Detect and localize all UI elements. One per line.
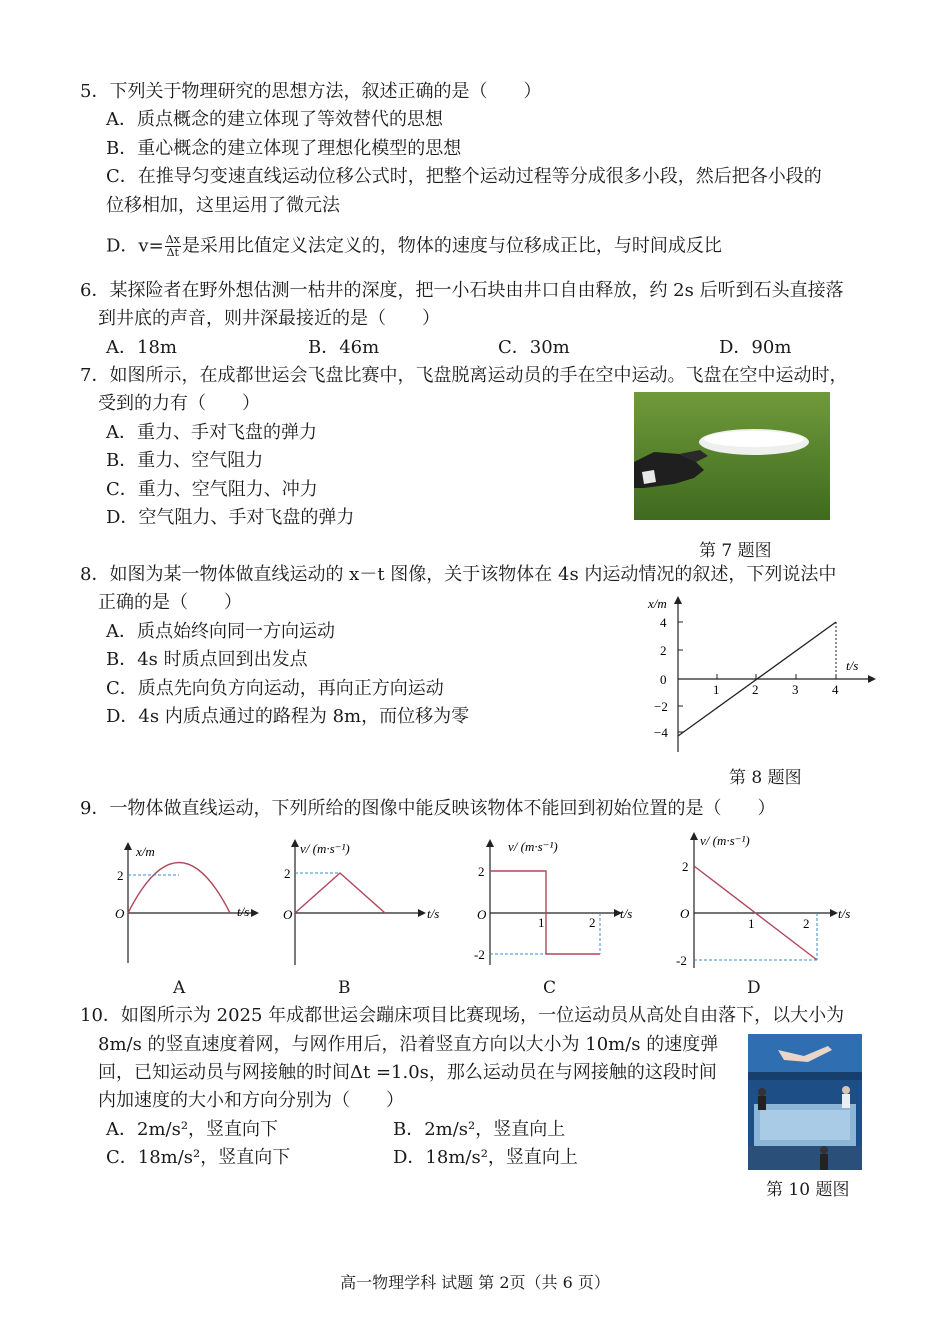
- q10-option-d: D．18m/s²，竖直向上: [393, 1147, 578, 1168]
- x-axis-arrow: [251, 909, 259, 917]
- x-tick-label-4: 4: [832, 682, 839, 697]
- q10-options-row1: [0, 1118, 740, 1142]
- page-footer: 高一物理学科 试题 第 2页（共 6 页）: [340, 1273, 610, 1292]
- q9-stem: 9．一物体做直线运动，下列所给的图像中能反映该物体不能回到初始位置的是（ ）: [80, 798, 776, 819]
- q5-d-prefix: D．v=: [106, 235, 164, 257]
- q6-stem-line1: 6．某探险者在野外想估测一枯井的深度，把一小石块由井口自由释放，约 2s 后听到石头直接落: [80, 280, 844, 301]
- q9-label-c: C: [543, 978, 557, 998]
- origin-label: O: [477, 907, 487, 922]
- y-tick-label-0: 0: [660, 672, 667, 687]
- ylabel: v/ (m·s⁻¹): [300, 841, 350, 856]
- q7-option-d: D．空气阻力、手对飞盘的弹力: [106, 507, 355, 528]
- frisbee-photo: [634, 392, 830, 520]
- x-axis-arrow: [418, 909, 426, 917]
- origin-label: O: [680, 906, 690, 921]
- q7-stem-line1: 7．如图所示，在成都世运会飞盘比赛中，飞盘脱离运动员的手在空中运动。飞盘在空中运动时，: [80, 365, 848, 386]
- q8-option-c: C．质点先向负方向运动，再向正方向运动: [106, 678, 444, 699]
- q9-label-b: B: [338, 978, 351, 998]
- q7-stem-line2: 受到的力有（ ）: [98, 393, 260, 414]
- q9-graph-c: [470, 835, 645, 973]
- y-tick-label-neg2: −2: [654, 699, 668, 714]
- xlabel: t/s: [237, 904, 250, 919]
- q8-option-a: A．质点始终向同一方向运动: [106, 621, 335, 642]
- x-axis-arrow: [830, 909, 838, 917]
- y-tick-label-4: 4: [660, 615, 667, 630]
- q8-caption: 第 8 题图: [729, 768, 802, 788]
- y-tick-label-2: 2: [660, 643, 667, 658]
- q5-option-d: [106, 234, 722, 259]
- q7-option-a: A．重力、手对飞盘的弹力: [106, 422, 317, 443]
- q10-stem-line1: 10．如图所示为 2025 年成都世运会蹦床项目比赛现场，一位运动员从高处自由落下，以大小为: [80, 1005, 845, 1026]
- q8-xt-graph: [640, 592, 890, 762]
- y-axis-arrow: [486, 839, 494, 847]
- y-tick-label-neg2: -2: [474, 947, 485, 962]
- fraction-denominator: Δt: [166, 246, 179, 259]
- ylabel: x/m: [136, 844, 155, 859]
- xlabel: t/s: [846, 658, 859, 673]
- ylabel: v/ (m·s⁻¹): [700, 833, 750, 848]
- velocity-fraction: [165, 234, 181, 259]
- y-tick-label-neg4: −4: [654, 725, 668, 740]
- origin-label: O: [115, 906, 125, 921]
- q8-stem-line2: 正确的是（ ）: [98, 592, 242, 613]
- x-tick-label-2: 2: [803, 916, 810, 931]
- vt-triangle: [295, 873, 385, 913]
- ylabel: x/m: [648, 596, 667, 611]
- q6-options: [0, 336, 950, 360]
- q10-stem-line4: 内加速度的大小和方向分别为（ ）: [98, 1090, 404, 1111]
- y-tick-label-neg2: -2: [676, 953, 687, 968]
- q5-option-c-line1: C．在推导匀变速直线运动位移公式时，把整个运动过程等分成很多小段，然后把各小段的: [106, 166, 822, 187]
- y-axis-arrow: [291, 839, 299, 847]
- q8-option-d: D．4s 内质点通过的路程为 8m，而位移为零: [106, 706, 470, 727]
- q7-caption: 第 7 题图: [699, 541, 772, 561]
- xlabel: t/s: [620, 906, 633, 921]
- trampoline-photo: [748, 1034, 862, 1170]
- y-axis-arrow: [690, 832, 698, 840]
- y-tick-label-2: 2: [682, 859, 689, 874]
- q5-stem: 5．下列关于物理研究的思想方法，叙述正确的是（ ）: [80, 81, 542, 102]
- xt-curve: [128, 863, 230, 914]
- y-tick-label-2: 2: [478, 864, 485, 879]
- q5-option-b: B．重心概念的建立体现了理想化模型的思想: [106, 138, 462, 159]
- y-axis-arrow: [674, 596, 682, 604]
- q10-option-c: C．18m/s²，竖直向下: [106, 1147, 291, 1168]
- x-tick-label-3: 3: [792, 682, 799, 697]
- q9-label-a: A: [173, 978, 186, 998]
- q5-option-c-line2: 位移相加，这里运用了微元法: [106, 195, 340, 216]
- q10-option-a: A．2m/s²，竖直向下: [106, 1119, 279, 1140]
- q5-d-rest: 是采用比值定义法定义的，物体的速度与位移成正比，与时间成反比: [181, 235, 722, 257]
- q6-option-c: C．30m: [498, 337, 570, 358]
- q9-label-d: D: [747, 978, 761, 998]
- y-tick-label: 2: [284, 866, 291, 881]
- x-tick-label-2: 2: [589, 915, 596, 930]
- x-axis-arrow: [868, 675, 876, 683]
- q7-option-b: B．重力、空气阻力: [106, 450, 264, 471]
- y-tick-label: 2: [117, 868, 124, 883]
- fraction-numerator: Δx: [165, 233, 180, 246]
- q6-option-a: A．18m: [106, 337, 177, 358]
- q10-options-row2: [0, 1146, 740, 1170]
- q9-graph-a: [110, 838, 270, 973]
- q9-graph-b: [280, 835, 455, 973]
- q10-stem-line3: 回，已知运动员与网接触的时间Δt =1.0s，那么运动员在与网接触的这段时间: [98, 1062, 717, 1083]
- x-tick-label-1: 1: [748, 916, 755, 931]
- q6-option-b: B．46m: [308, 337, 380, 358]
- origin-label: O: [283, 907, 293, 922]
- q5-option-a: A．质点概念的建立体现了等效替代的思想: [106, 109, 443, 130]
- q10-stem-line2: 8m/s 的竖直速度着网，与网作用后，沿着竖直方向以大小为 10m/s 的速度弹: [98, 1034, 719, 1055]
- x-tick-label-1: 1: [713, 682, 720, 697]
- q8-option-b: B．4s 时质点回到出发点: [106, 649, 308, 670]
- q10-option-b: B．2m/s²，竖直向上: [393, 1119, 566, 1140]
- q8-stem-line1: 8．如图为某一物体做直线运动的 x－t 图像，关于该物体在 4s 内运动情况的叙述，下列说法中: [80, 564, 837, 585]
- y-axis-arrow: [124, 842, 132, 850]
- x-tick-label-1: 1: [538, 915, 545, 930]
- q10-caption: 第 10 题图: [766, 1180, 850, 1200]
- xlabel: t/s: [838, 906, 851, 921]
- q6-option-d: D．90m: [719, 337, 792, 358]
- q6-stem-line2: 到井底的声音，则井深最接近的是（ ）: [98, 308, 440, 329]
- q7-option-c: C．重力、空气阻力、冲力: [106, 479, 318, 500]
- ylabel: v/ (m·s⁻¹): [508, 839, 558, 854]
- x-tick-label-2: 2: [752, 682, 759, 697]
- q9-graph-d: [672, 828, 862, 974]
- xlabel: t/s: [427, 906, 440, 921]
